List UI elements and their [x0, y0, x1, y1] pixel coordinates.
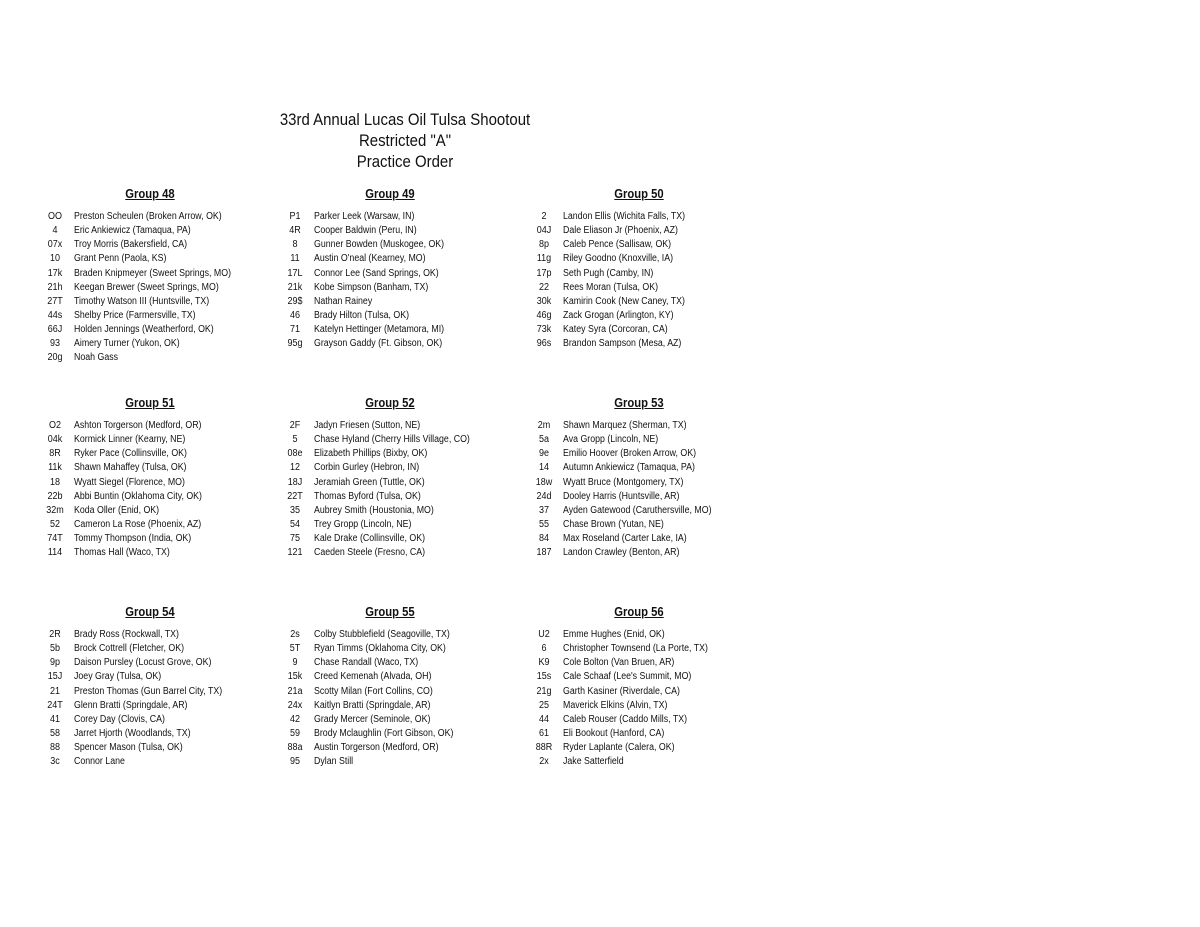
driver-name: Koda Oller (Enid, OK)	[74, 504, 160, 516]
driver-name: Grant Penn (Paola, KS)	[74, 253, 167, 265]
entry-row	[529, 755, 779, 769]
car-number: 9p	[49, 657, 61, 669]
driver-name: Corbin Gurley (Hebron, IN)	[314, 462, 420, 474]
entry-list	[40, 210, 290, 366]
entry-list	[280, 419, 530, 560]
car-number: 24x	[287, 699, 303, 711]
entry-row	[40, 670, 290, 684]
entry-row	[529, 741, 779, 755]
entry-row	[280, 490, 530, 504]
group-title: Group 48	[125, 187, 175, 201]
driver-name: Aubrey Smith (Houstonia, MO)	[314, 504, 434, 516]
entry-row	[529, 210, 779, 224]
car-number: 17L	[287, 267, 303, 279]
driver-name: Caleb Rouser (Caddo Mills, TX)	[563, 713, 688, 725]
entry-row	[40, 224, 290, 238]
car-number: 29$	[287, 295, 303, 307]
car-number: 8R	[49, 448, 61, 460]
entry-row	[40, 433, 290, 447]
car-number: 74T	[47, 533, 63, 545]
car-number: 9e	[538, 448, 550, 460]
car-number: 54	[289, 518, 301, 530]
driver-name: Dooley Harris (Huntsville, AR)	[563, 490, 680, 502]
driver-name: Caeden Steele (Fresno, CA)	[314, 547, 426, 559]
car-number: 4R	[289, 225, 301, 237]
entry-row	[280, 238, 530, 252]
car-number: 21a	[287, 685, 303, 697]
driver-name: Kamirin Cook (New Caney, TX)	[563, 295, 685, 307]
car-number: 44	[538, 713, 550, 725]
car-number: 46	[289, 309, 301, 321]
car-number: 22b	[47, 490, 63, 502]
car-number: 95	[289, 756, 301, 768]
entry-row	[280, 224, 530, 238]
entry-row	[529, 518, 779, 532]
entry-row	[280, 532, 530, 546]
car-number: 15k	[287, 671, 303, 683]
driver-name: Ashton Torgerson (Medford, OR)	[74, 420, 202, 431]
entry-row	[280, 281, 530, 295]
car-number: 27T	[47, 295, 63, 307]
driver-name: Katey Syra (Corcoran, CA)	[563, 324, 668, 336]
entry-row	[529, 461, 779, 475]
driver-name: Zack Grogan (Arlington, KY)	[563, 309, 674, 321]
driver-name: Preston Thomas (Gun Barrel City, TX)	[74, 685, 223, 697]
driver-name: Keegan Brewer (Sweet Springs, MO)	[74, 281, 219, 293]
entry-row	[280, 476, 530, 490]
driver-name: Colby Stubblefield (Seagoville, TX)	[314, 629, 450, 640]
entry-row	[529, 727, 779, 741]
entry-row	[40, 713, 290, 727]
car-number: 2F	[289, 420, 301, 431]
driver-name: Jarret Hjorth (Woodlands, TX)	[74, 727, 191, 739]
car-number: 24T	[47, 699, 63, 711]
driver-name: Kaitlyn Bratti (Springdale, AR)	[314, 699, 431, 711]
car-number: 15J	[47, 671, 63, 683]
car-number: 11g	[536, 253, 552, 265]
entry-row	[280, 252, 530, 266]
entry-list	[529, 628, 779, 769]
entry-row	[529, 337, 779, 351]
car-number: 121	[287, 547, 303, 559]
entry-row	[529, 267, 779, 281]
entry-row	[40, 504, 290, 518]
driver-name: Connor Lee (Sand Springs, OK)	[314, 267, 439, 279]
car-number: 5b	[49, 643, 61, 655]
entry-row	[40, 476, 290, 490]
driver-name: Shawn Mahaffey (Tulsa, OK)	[74, 462, 187, 474]
car-number: 17p	[536, 267, 552, 279]
entry-row	[40, 295, 290, 309]
entry-row	[529, 490, 779, 504]
car-number: 88	[49, 742, 61, 754]
driver-name: Joey Gray (Tulsa, OK)	[74, 671, 162, 683]
car-number: 88R	[535, 742, 553, 754]
car-number: 21h	[47, 281, 63, 293]
driver-name: Parker Leek (Warsaw, IN)	[314, 211, 415, 222]
car-number: 55	[538, 518, 550, 530]
car-number: 73k	[536, 324, 552, 336]
car-number: 18w	[535, 476, 553, 488]
car-number: 9	[292, 657, 298, 669]
car-number: 11	[290, 253, 300, 265]
driver-name: Cameron La Rose (Phoenix, AZ)	[74, 518, 202, 530]
car-number: 11k	[48, 462, 62, 474]
driver-name: Corey Day (Clovis, CA)	[74, 713, 165, 725]
entry-row	[529, 532, 779, 546]
entry-row	[529, 476, 779, 490]
car-number: 42	[289, 713, 301, 725]
car-number: 14	[538, 462, 550, 474]
entry-row	[40, 685, 290, 699]
entry-row	[280, 295, 530, 309]
entry-row	[40, 642, 290, 656]
car-number: 52	[49, 518, 61, 530]
entry-row	[280, 628, 530, 642]
car-number: 95g	[287, 338, 303, 350]
driver-name: Seth Pugh (Camby, IN)	[563, 267, 654, 279]
entry-row	[529, 546, 779, 560]
driver-name: Jake Satterfield	[563, 756, 624, 768]
car-number: 59	[289, 727, 301, 739]
driver-name: Holden Jennings (Weatherford, OK)	[74, 324, 214, 336]
driver-name: Aimery Turner (Yukon, OK)	[74, 338, 180, 350]
driver-name: Shawn Marquez (Sherman, TX)	[563, 420, 687, 431]
driver-name: Elizabeth Phillips (Bixby, OK)	[314, 448, 428, 460]
driver-name: Kobe Simpson (Banham, TX)	[314, 281, 429, 293]
driver-name: Ava Gropp (Lincoln, NE)	[563, 434, 659, 446]
car-number: 96s	[536, 338, 552, 350]
entry-row	[40, 628, 290, 642]
driver-name: Max Roseland (Carter Lake, IA)	[563, 533, 687, 545]
entry-row	[529, 419, 779, 433]
entry-row	[280, 741, 530, 755]
group-title: Group 55	[365, 605, 415, 619]
car-number: 08e	[287, 448, 303, 460]
car-number: 44s	[47, 309, 63, 321]
car-number: 71	[289, 324, 301, 336]
car-number: 35	[289, 504, 301, 516]
driver-name: Maverick Elkins (Alvin, TX)	[563, 699, 668, 711]
car-number: 22	[538, 281, 550, 293]
driver-name: Thomas Byford (Tulsa, OK)	[314, 490, 421, 502]
driver-name: Noah Gass	[74, 352, 119, 364]
entry-row	[280, 656, 530, 670]
driver-name: Thomas Hall (Waco, TX)	[74, 547, 170, 559]
entry-row	[280, 461, 530, 475]
car-number: 07x	[47, 239, 63, 251]
group-title: Group 53	[614, 396, 664, 410]
group-title: Group 51	[125, 396, 175, 410]
driver-name: Eric Ankiewicz (Tamaqua, PA)	[74, 225, 191, 237]
entry-row	[40, 337, 290, 351]
driver-name: Preston Scheulen (Broken Arrow, OK)	[74, 211, 222, 222]
car-number: 24d	[536, 490, 552, 502]
entry-row	[280, 642, 530, 656]
driver-name: Katelyn Hettinger (Metamora, MI)	[314, 324, 445, 336]
driver-name: Daison Pursley (Locust Grove, OK)	[74, 657, 212, 669]
entry-row	[529, 699, 779, 713]
driver-name: Grayson Gaddy (Ft. Gibson, OK)	[314, 338, 443, 350]
car-number: 2m	[537, 420, 551, 431]
driver-name: Wyatt Siegel (Florence, MO)	[74, 476, 185, 488]
entry-row	[280, 309, 530, 323]
entry-row	[280, 419, 530, 433]
driver-name: Grady Mercer (Seminole, OK)	[314, 713, 431, 725]
entry-row	[40, 309, 290, 323]
entry-row	[40, 267, 290, 281]
entry-row	[529, 433, 779, 447]
entry-row	[40, 532, 290, 546]
car-number: 37	[538, 504, 550, 516]
car-number: 20g	[47, 352, 63, 364]
driver-name: Brody Mclaughlin (Fort Gibson, OK)	[314, 727, 454, 739]
driver-name: Braden Knipmeyer (Sweet Springs, MO)	[74, 267, 231, 279]
car-number: 8	[292, 239, 298, 251]
driver-name: Austin O'neal (Kearney, MO)	[314, 253, 426, 265]
entry-list	[40, 628, 290, 769]
entry-row	[280, 447, 530, 461]
driver-name: Brady Ross (Rockwall, TX)	[74, 629, 179, 640]
driver-name: Spencer Mason (Tulsa, OK)	[74, 742, 183, 754]
car-number: 58	[49, 727, 61, 739]
entry-row	[40, 351, 290, 365]
driver-name: Timothy Watson III (Huntsville, TX)	[74, 295, 210, 307]
car-number: OO	[47, 211, 63, 222]
driver-name: Nathan Rainey	[314, 295, 373, 307]
driver-name: Gunner Bowden (Muskogee, OK)	[314, 239, 445, 251]
car-number: 17k	[47, 267, 63, 279]
car-number: 93	[49, 338, 61, 350]
driver-name: Jadyn Friesen (Sutton, NE)	[314, 420, 421, 431]
car-number: U2	[538, 629, 550, 640]
car-number: 2x	[539, 756, 549, 768]
car-number: 5a	[538, 434, 550, 446]
driver-name: Riley Goodno (Knoxville, IA)	[563, 253, 674, 265]
driver-name: Scotty Milan (Fort Collins, CO)	[314, 685, 433, 697]
car-number: 25	[538, 699, 550, 711]
driver-name: Eli Bookout (Hanford, CA)	[563, 727, 665, 739]
entry-list	[280, 210, 530, 351]
entry-row	[280, 713, 530, 727]
entry-list	[529, 419, 779, 560]
driver-name: Rees Moran (Tulsa, OK)	[563, 281, 659, 293]
driver-name: Chase Hyland (Cherry Hills Village, CO)	[314, 434, 470, 446]
entry-row	[529, 281, 779, 295]
entry-row	[280, 504, 530, 518]
driver-name: Glenn Bratti (Springdale, AR)	[74, 699, 188, 711]
driver-name: Shelby Price (Farmersville, TX)	[74, 309, 196, 321]
entry-row	[40, 461, 290, 475]
entry-row	[40, 238, 290, 252]
entry-row	[529, 224, 779, 238]
car-number: 15s	[536, 671, 552, 683]
entry-row	[280, 670, 530, 684]
entry-row	[280, 323, 530, 337]
driver-name: Ryan Timms (Oklahoma City, OK)	[314, 643, 446, 655]
entry-row	[529, 656, 779, 670]
entry-row	[40, 546, 290, 560]
entry-row	[529, 447, 779, 461]
group-title: Group 50	[614, 187, 664, 201]
driver-name: Connor Lane	[74, 756, 125, 768]
group-title: Group 52	[365, 396, 415, 410]
car-number: 4	[52, 225, 58, 237]
driver-name: Brandon Sampson (Mesa, AZ)	[563, 338, 682, 350]
entry-row	[529, 685, 779, 699]
car-number: 21k	[287, 281, 303, 293]
car-number: K9	[538, 657, 550, 669]
entry-row	[280, 433, 530, 447]
car-number: 66J	[47, 324, 63, 336]
entry-row	[40, 755, 290, 769]
car-number: 21	[49, 685, 61, 697]
car-number: 18	[49, 476, 61, 488]
entry-row	[40, 210, 290, 224]
entry-row	[529, 670, 779, 684]
entry-row	[40, 727, 290, 741]
entry-row	[40, 490, 290, 504]
car-number: 46g	[536, 309, 552, 321]
event-title: 33rd Annual Lucas Oil Tulsa Shootout	[279, 110, 531, 129]
driver-name: Jeramiah Green (Tuttle, OK)	[314, 476, 425, 488]
entry-row	[40, 252, 290, 266]
driver-name: Austin Torgerson (Medford, OR)	[314, 742, 439, 754]
group-title: Group 54	[125, 605, 175, 619]
driver-name: Ryder Laplante (Calera, OK)	[563, 742, 675, 754]
driver-name: Cooper Baldwin (Peru, IN)	[314, 225, 417, 237]
car-number: 22T	[287, 490, 303, 502]
car-number: 41	[49, 713, 61, 725]
car-number: 84	[538, 533, 550, 545]
driver-name: Dylan Still	[314, 756, 354, 768]
car-number: 88a	[287, 742, 303, 754]
entry-row	[40, 447, 290, 461]
car-number: 75	[289, 533, 301, 545]
entry-row	[280, 337, 530, 351]
entry-row	[529, 713, 779, 727]
car-number: 21g	[536, 685, 552, 697]
driver-name: Caleb Pence (Sallisaw, OK)	[563, 239, 672, 251]
driver-name: Tommy Thompson (India, OK)	[74, 533, 192, 545]
car-number: 18J	[287, 476, 303, 488]
car-number: 04k	[47, 434, 63, 446]
car-number: 5T	[289, 643, 301, 655]
entry-list	[40, 419, 290, 560]
driver-name: Troy Morris (Bakersfield, CA)	[74, 239, 188, 251]
car-number: 2	[541, 211, 547, 222]
entry-row	[529, 238, 779, 252]
entry-list	[280, 628, 530, 769]
car-number: 04J	[536, 225, 552, 237]
driver-name: Garth Kasiner (Riverdale, CA)	[563, 685, 680, 697]
car-number: 32m	[46, 504, 64, 516]
entry-row	[529, 628, 779, 642]
entry-row	[280, 210, 530, 224]
entry-row	[529, 295, 779, 309]
driver-name: Landon Crawley (Benton, AR)	[563, 547, 680, 559]
driver-name: Landon Ellis (Wichita Falls, TX)	[563, 211, 686, 222]
driver-name: Autumn Ankiewicz (Tamaqua, PA)	[563, 462, 695, 474]
entry-row	[40, 419, 290, 433]
driver-name: Trey Gropp (Lincoln, NE)	[314, 518, 412, 530]
car-number: P1	[289, 211, 301, 222]
entry-row	[280, 727, 530, 741]
entry-row	[529, 642, 779, 656]
entry-row	[529, 504, 779, 518]
car-number: 114	[47, 547, 63, 559]
car-number: 12	[289, 462, 301, 474]
car-number: 2s	[290, 629, 300, 640]
entry-list	[529, 210, 779, 351]
driver-name: Emilio Hoover (Broken Arrow, OK)	[563, 448, 697, 460]
driver-name: Christopher Townsend (La Porte, TX)	[563, 643, 708, 655]
driver-name: Creed Kemenah (Alvada, OH)	[314, 671, 432, 683]
entry-row	[529, 252, 779, 266]
car-number: O2	[48, 420, 62, 431]
entry-row	[280, 685, 530, 699]
driver-name: Cole Bolton (Van Bruen, AR)	[563, 657, 675, 669]
entry-row	[40, 518, 290, 532]
entry-row	[529, 323, 779, 337]
driver-name: Brock Cottrell (Fletcher, OK)	[74, 643, 185, 655]
driver-name: Emme Hughes (Enid, OK)	[563, 629, 665, 640]
car-number: 187	[536, 547, 552, 559]
driver-name: Abbi Buntin (Oklahoma City, OK)	[74, 490, 202, 502]
car-number: 2R	[49, 629, 61, 640]
driver-name: Kormick Linner (Kearny, NE)	[74, 434, 186, 446]
entry-row	[40, 281, 290, 295]
driver-name: Chase Randall (Waco, TX)	[314, 657, 419, 669]
driver-name: Brady Hilton (Tulsa, OK)	[314, 309, 410, 321]
car-number: 5	[292, 434, 298, 446]
car-number: 30k	[536, 295, 552, 307]
car-number: 8p	[538, 239, 550, 251]
entry-row	[280, 546, 530, 560]
car-number: 6	[541, 643, 547, 655]
driver-name: Ayden Gatewood (Caruthersville, MO)	[563, 504, 712, 516]
order-title: Practice Order	[356, 152, 454, 171]
entry-row	[40, 699, 290, 713]
driver-name: Cale Schaaf (Lee's Summit, MO)	[563, 671, 692, 683]
entry-row	[40, 741, 290, 755]
driver-name: Ryker Pace (Collinsville, OK)	[74, 448, 187, 460]
entry-row	[529, 309, 779, 323]
car-number: 10	[49, 253, 61, 265]
driver-name: Kale Drake (Collinsville, OK)	[314, 533, 426, 545]
entry-row	[280, 518, 530, 532]
entry-row	[280, 699, 530, 713]
entry-row	[280, 755, 530, 769]
class-title: Restricted "A"	[358, 131, 452, 150]
driver-name: Wyatt Bruce (Montgomery, TX)	[563, 476, 684, 488]
car-number: 61	[538, 727, 550, 739]
entry-row	[40, 656, 290, 670]
entry-row	[280, 267, 530, 281]
driver-name: Chase Brown (Yutan, NE)	[563, 518, 664, 530]
group-title: Group 56	[614, 605, 664, 619]
driver-name: Dale Eliason Jr (Phoenix, AZ)	[563, 225, 678, 237]
entry-row	[40, 323, 290, 337]
group-title: Group 49	[365, 187, 415, 201]
car-number: 3c	[50, 756, 60, 768]
